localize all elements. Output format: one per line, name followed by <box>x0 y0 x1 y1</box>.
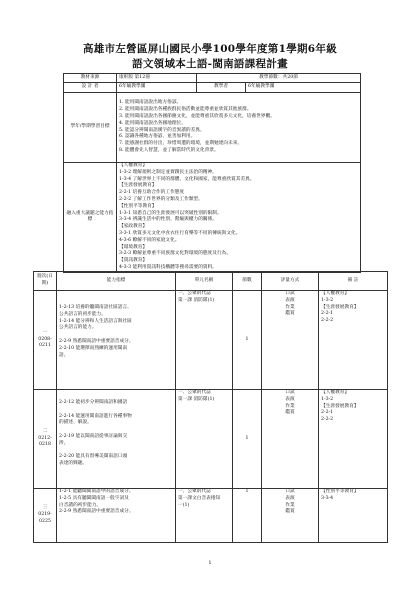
indicators-list <box>117 163 361 273</box>
designer-row <box>64 83 361 93</box>
assessment-cell: 口試 表演 作業 鑑賞 <box>262 489 319 543</box>
goals-row <box>64 93 361 163</box>
remarks-cell: 【性別平等教育】 3-3-4 <box>319 489 388 543</box>
remarks-header: 備 註 <box>319 272 388 291</box>
column-header-row <box>34 272 388 291</box>
goal-item: 3. 能用閩南語說出各國節慶文化，並能尊重其欣賞多元文化，培養世界觀。 <box>119 113 275 119</box>
unit-cell: 一、公眾的代誌 第一課 消防隊(1) <box>176 291 233 390</box>
indicator-item: 2-2-2 了解工作世界的分類及工作類型。 <box>119 196 203 202</box>
indicator-item: 1-3-4 了解世界上不同的群體、文化和國家，能尊重欣賞其差異。 <box>119 176 255 182</box>
unit-cell: 一、公眾的代誌 第一課 消防隊(1) <box>176 390 233 489</box>
assessment-cell: 口試 表演 作業 鑑賞 <box>262 390 319 489</box>
indicator-item: 【家政教育】 <box>119 224 148 230</box>
assessment-header: 評量方式 <box>262 272 319 291</box>
goal-item: 5. 能認分辨閩南語漢字的音異讀的差異。 <box>119 127 205 133</box>
unit-header: 單元名稱 <box>176 272 233 291</box>
table-row <box>34 489 388 543</box>
indicator-item: 1-3-2 理解規則之制定並實踐民主法治的精神。 <box>119 169 217 175</box>
goal-item: 8. 能體會先人智慧，並了解當時代的文化背景。 <box>119 147 219 153</box>
ability-cell: 1-2-1 能聽閩閩南語中的語音成分。 1-2-5 具有聽閩閩南語一般字詞及 白音讀的初步能力。 2-2-9 熟悉閩南語中重要語音成分。 <box>57 489 176 543</box>
indicator-item: 【生涯發展教育】 <box>119 183 157 189</box>
week-cell: 一 0208- 0211 <box>34 291 57 390</box>
designer-label: 設 計 者 <box>64 83 117 93</box>
hours-cell: 1 <box>233 489 262 543</box>
hours-header: 節數 <box>233 272 262 291</box>
weekly-plan-table <box>33 271 388 543</box>
indicator-item: 3-3-1 欣賞多元文化中食衣住行育樂等不同的傳統與文化。 <box>119 230 241 236</box>
remarks-cell: 【人權教育】 1-3-2 【生涯發展教育】 2-2-1 2-2-2 <box>319 390 388 489</box>
page-number: 1 <box>208 560 212 566</box>
indicator-item: 【性別平等教育】 <box>119 203 157 209</box>
week-header: 週次(日期) <box>34 272 57 291</box>
ability-header: 能力指標 <box>57 272 176 291</box>
goal-item: 6. 認識各種地方俗諺，並善加利用。 <box>119 134 196 140</box>
indicator-item: 4-3-3 能利用資訊科技構體等搜尋需要的資料。 <box>119 264 217 270</box>
indicator-item: 【資訊教育】 <box>119 258 148 264</box>
goal-item: 4. 能用閩南語說出各國地理位。 <box>119 120 186 126</box>
source-label: 教材來源 <box>64 74 117 83</box>
course-info-table <box>63 73 361 273</box>
week-cell: 三 0219- 0225 <box>34 489 57 543</box>
indicator-item: 2-2-1 培養互助合作的工作態度 <box>119 190 185 196</box>
table-row <box>34 390 388 489</box>
total-hours: 教學節數：共20節 <box>197 74 361 83</box>
indicators-label: 融入重大議題之能力指標 <box>64 163 117 273</box>
source-row <box>64 74 361 83</box>
indicator-item: 【人權教育】 <box>119 163 148 168</box>
assessment-cell: 口試 表演 作業 鑑賞 <box>262 291 319 390</box>
teacher-label: 教學者 <box>197 83 246 93</box>
goal-item: 1. 能用閩南語說出地方俗諺。 <box>119 100 182 106</box>
goals-label: 學年/學期學習目標 <box>64 93 117 163</box>
teacher-value: 6年級教學團 <box>246 83 361 93</box>
indicators-row <box>64 163 361 273</box>
goal-item: 2. 能用閩南語說出各種族群民俗活動並能尊重並欣賞其他族群。 <box>119 107 252 113</box>
indicator-item: 3-2-3 瞭解並尊重不同族群文化對環境的態度及行為。 <box>119 251 232 257</box>
source-value: 康軒版 第12冊 <box>117 74 197 83</box>
ability-cell: 1-2-13 培養聆聽閩南語社區語言、 公共語言的初步能力。 1-2-14 能分辨和人生活語言與社區 公共語言的能力。 2-2-9 熟悉閩南語中重要語音成分。 2-2-10 能選擇而熟練的運用閩南 語。 <box>57 291 176 390</box>
ability-cell: 2-2-12 能初步分辨閩南語和國語 2-2-14 能運用閩南語進行各種事物 的描述、解說。 2-2-19 能以閩南語從事討論與交 涉。 2-2-20 能具有督導美閩南語口頭 表達的興趣。 <box>57 390 176 489</box>
week-cell: 二 0212- 0218 <box>34 390 57 489</box>
indicator-item: 4-3-6 瞭解不同的家庭文化。 <box>119 237 180 243</box>
goal-item: 7. 能感謝社群的付出，珍惜周遭的環境，並期勉建向未來。 <box>119 141 243 147</box>
indicator-item: 1-3-1 知悉自己的生涯發展可以突破性別的限制。 <box>119 210 222 216</box>
table-row <box>34 291 388 390</box>
document-subtitle: 語文領域本土語-閩南語課程計畫 <box>132 58 288 70</box>
hours-cell: 1 <box>233 291 262 390</box>
remarks-cell: 【人權教育】 1-3-2 【生涯發展教育】 2-2-1 2-2-2 <box>319 291 388 390</box>
indicator-item: 3-3-4 辨識生活中的性別、階級與權力的關係。 <box>119 217 217 223</box>
hours-cell: 1 <box>233 390 262 489</box>
designer-value: 6年級教學團 <box>117 83 197 93</box>
unit-cell: 一、公眾的代誌 第一課文白音表捲知 一(1) <box>176 489 233 543</box>
document-title: 高雄市左營區屏山國民小學100學年度第1學期6年級 <box>82 43 338 55</box>
indicator-item: 【環境教育】 <box>119 244 148 250</box>
goals-list <box>117 93 361 163</box>
